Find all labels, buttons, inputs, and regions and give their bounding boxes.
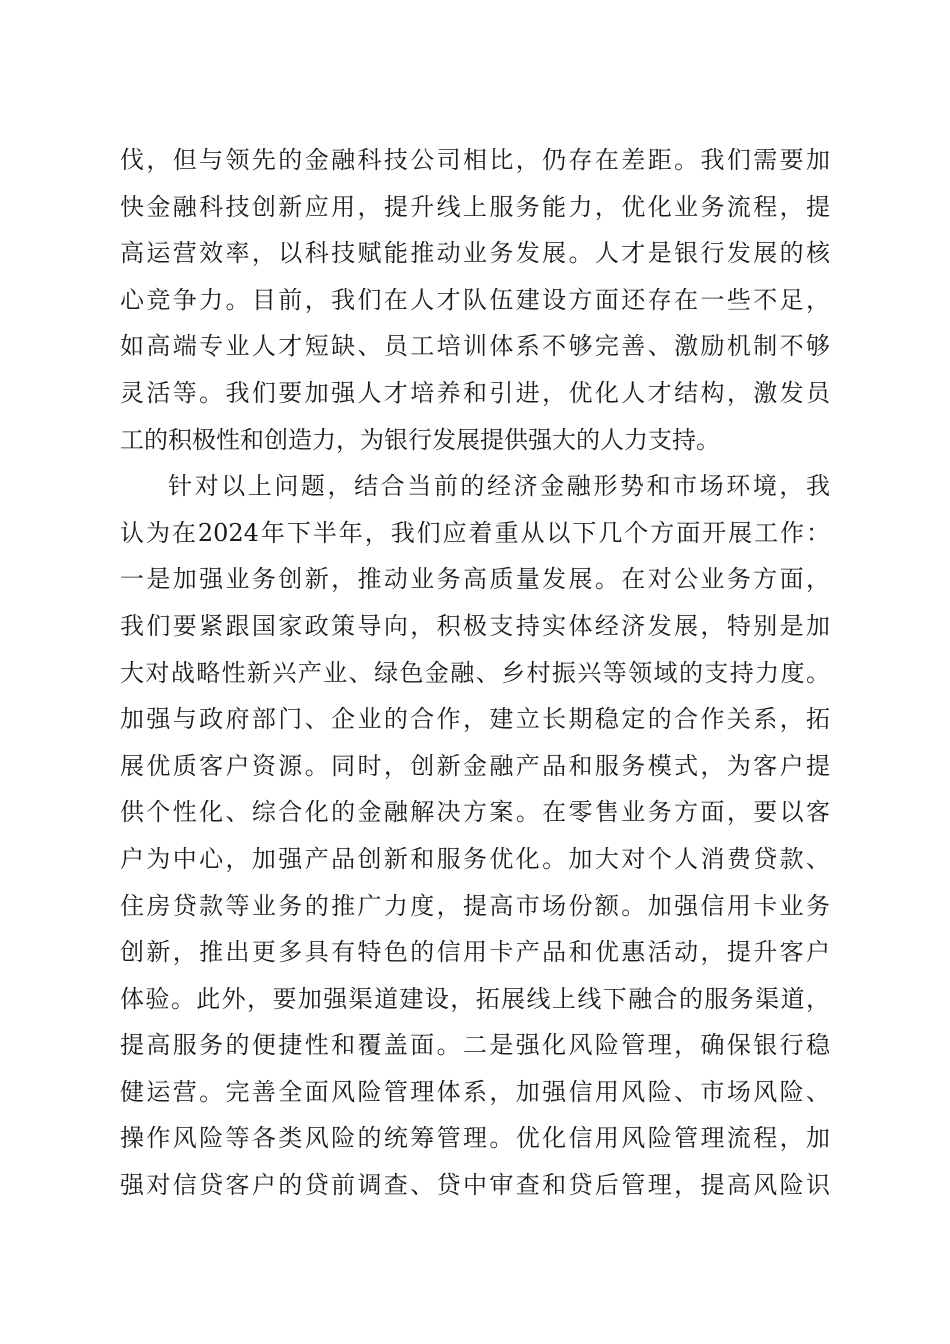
- text-line: 操作风险等各类风险的统筹管理。优化信用风险管理流程，加: [120, 1124, 830, 1153]
- text-line: 高运营效率，以科技赋能推动业务发展。人才是银行发展的核: [120, 239, 830, 268]
- text-line: 创新，推出更多具有特色的信用卡产品和优惠活动，提升客户: [120, 938, 830, 967]
- text-line: 大对战略性新兴产业、绿色金融、乡村振兴等领域的支持力度。: [120, 658, 830, 687]
- text-line: 加强与政府部门、企业的合作，建立长期稳定的合作关系，拓: [120, 705, 830, 734]
- text-line: 针对以上问题，结合当前的经济金融形势和市场环境，我: [168, 472, 830, 501]
- text-line: 灵活等。我们要加强人才培养和引进，优化人才结构，激发员: [120, 378, 830, 407]
- text-line: 住房贷款等业务的推广力度，提高市场份额。加强信用卡业务: [120, 891, 830, 920]
- text-line: 快金融科技创新应用，提升线上服务能力，优化业务流程，提: [120, 192, 830, 221]
- text-line: 工的积极性和创造力，为银行发展提供强大的人力支持。: [120, 425, 720, 454]
- text-line: 提高服务的便捷性和覆盖面。二是强化风险管理，确保银行稳: [120, 1031, 830, 1060]
- body-text: [120, 137, 830, 1209]
- text-line: 我们要紧跟国家政策导向，积极支持实体经济发展，特别是加: [120, 611, 830, 640]
- text-line: 户为中心，加强产品创新和服务优化。加大对个人消费贷款、: [120, 844, 830, 873]
- text-line: 健运营。完善全面风险管理体系，加强信用风险、市场风险、: [120, 1077, 830, 1106]
- text-line: 供个性化、综合化的金融解决方案。在零售业务方面，要以客: [120, 798, 830, 827]
- text-line: 一是加强业务创新，推动业务高质量发展。在对公业务方面，: [120, 565, 830, 594]
- text-line: 如高端专业人才短缺、员工培训体系不够完善、激励机制不够: [120, 332, 830, 361]
- text-line: 伐，但与领先的金融科技公司相比，仍存在差距。我们需要加: [120, 146, 830, 174]
- text-line: 认为在2024年下半年，我们应着重从以下几个方面开展工作：: [120, 518, 830, 547]
- text-line: 体验。此外，要加强渠道建设，拓展线上线下融合的服务渠道，: [120, 984, 830, 1013]
- text-line: 强对信贷客户的贷前调查、贷中审查和贷后管理，提高风险识: [120, 1171, 830, 1200]
- text-line: 展优质客户资源。同时，创新金融产品和服务模式，为客户提: [120, 751, 830, 780]
- text-line: 心竞争力。目前，我们在人才队伍建设方面还存在一些不足，: [120, 285, 830, 314]
